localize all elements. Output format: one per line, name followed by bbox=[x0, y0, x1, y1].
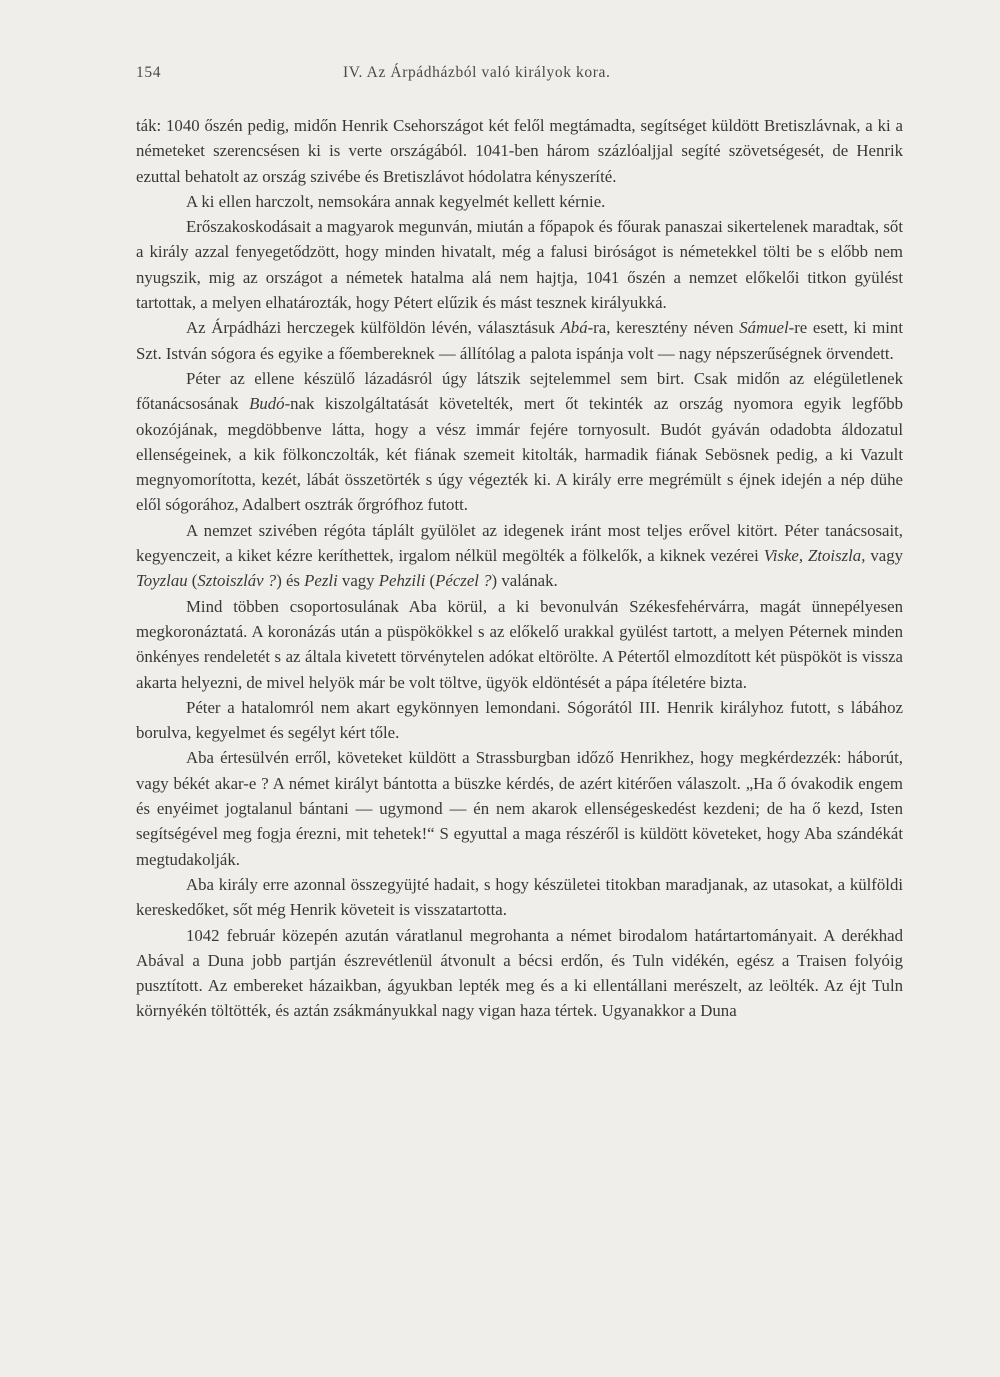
italic-name: Sámuel bbox=[739, 318, 789, 338]
italic-name: Sztoiszláv ? bbox=[197, 571, 277, 591]
paragraph bbox=[136, 366, 903, 518]
italic-name: Budó bbox=[249, 394, 285, 414]
paragraph-text: ) és bbox=[276, 571, 305, 591]
paragraph-text: -re esett, ki mint Szt. István sógora és egyike a főembereknek — állítólag a palota ispánja volt — nagy népszerűségnek örvendett. bbox=[136, 318, 903, 363]
paragraph-text: vagy bbox=[865, 546, 904, 566]
paragraph bbox=[136, 923, 903, 1024]
paragraph-text: Erőszakoskodásait a magyarok megunván, miután a főpapok és főurak panaszai sikertelenek maradtak, sőt a király azzal fenyegetődzött, hogy minden hivatalt, még a falusi biróságot is németekkel tölti be s előbb nem nyugszik, mig az országot a németek hatalma alá nem hajtja, 1041 őszén a nemzet előkelői titkon gyülést tartottak, a melyen elhatározták, hogy Pétert elűzik és mást tesznek királyukká. bbox=[136, 217, 903, 313]
paragraph-text: A nemzet szivében régóta táplált gyülölet az idegenek iránt most teljes erővel kitört. Péter tanácsosait, kegyenczeit, a kiket kézre keríthettek, irgalom nélkül megölték a fölkelők, a kiknek vezérei bbox=[136, 520, 903, 566]
paragraph-text: 1042 február közepén azután váratlanul megrohanta a német birodalom határtartományait. A derékhad Abával a Duna jobb partján észrevétlenül átvonult a bécsi erdőn, és Tuln vidékén, egész a Traisen folyóig pusztított. Az embereket házaikban, ágyukban lepték meg és a ki ellentállani merészelt, az leölték. Az éjt Tuln környékén töltötték, és aztán zsákmányukkal nagy vigan haza tértek. Ugyanakkor a Duna bbox=[136, 925, 903, 1021]
paragraph-text: ( bbox=[425, 571, 436, 591]
paragraph-text: Péter a hatalomról nem akart egykönnyen lemondani. Sógorától III. Henrik királyhoz futott, s lábához borulva, kegyelmet és segélyt kért tőle. bbox=[136, 697, 903, 743]
paragraph-text: -ra, keresztény néven bbox=[587, 318, 740, 338]
paragraph bbox=[136, 518, 903, 594]
page-number: 154 bbox=[136, 64, 162, 81]
italic-name: Pehzili bbox=[378, 571, 426, 591]
paragraph bbox=[136, 113, 903, 189]
paragraph bbox=[136, 745, 903, 871]
paragraph-text: Aba értesülvén erről, követeket küldött a Strassburgban időző Henrikhez, hogy megkérdezzék: háborút, vagy békét akar-e ? A német királyt bántotta a büszke kérdés, de azért kitérően válaszolt. „Ha ő óvakodik engem és enyéimet jogtalanul bántani — ugymond — én nem akarok ellenségeskedést kezdeni; de ha ő kezd, Isten segítségével meg fogja érezni, mit tehetek!“ S egyuttal a maga részéről is küldött követeket, hogy Aba szándékát megtudakolják. bbox=[136, 748, 903, 869]
italic-name: Pezli bbox=[304, 571, 338, 591]
italic-name: Abá bbox=[560, 318, 588, 338]
paragraph-text: Az Árpádházi herczegek külföldön lévén, választásuk bbox=[186, 318, 561, 338]
paragraph bbox=[136, 594, 903, 695]
paragraph bbox=[136, 695, 903, 746]
paragraph-text: -nak kiszolgáltatását követelték, mert őt tekinték az ország nyomora egyik legfőbb okozójának, megdöbbenve látta, hogy a vész immár fejére tornyosult. Budót gyáván odadobta áldozatul ellenségeinek, a kik fölkonczolták, két fiának szemeit kitolták, harmadik fiának Sebösnek pedig, a ki Vazult megnyomorította, kezét, lábát összetörték s úgy végezték ki. A király erre megrémült s éjnek idején a nép dühe elől sógorához, Adalbert osztrák őrgrófhoz futott. bbox=[136, 394, 903, 515]
paragraph-text: ( bbox=[187, 571, 198, 591]
paragraph-text: ták: 1040 őszén pedig, midőn Henrik Csehországot két felől megtámadta, segítséget küldött Bretiszlávnak, a ki a németeket szerencsésen ki is verte országából. 1041-ben három százlóaljjal segíté szövetségesét, de Henrik ezuttal behatolt az ország szivébe és Bretiszlávot hódolatra kényszeríté. bbox=[136, 116, 903, 186]
paragraph-text: Aba király erre azonnal összegyüjté hadait, s hogy készületei titokban maradjanak, az utasokat, a külföldi kereskedőket, sőt még Henrik követeit is visszatartotta. bbox=[136, 874, 903, 920]
italic-name: Viske, Ztoiszla, bbox=[763, 546, 866, 566]
paragraph-text: ) valának. bbox=[491, 571, 558, 591]
paragraph-text: Péter az ellene készülő lázadásról úgy látszik sejtelemmel sem birt. Csak midőn az elégületlenek főtanácsosának bbox=[136, 368, 903, 414]
italic-name: Péczel ? bbox=[435, 571, 492, 591]
italic-name: Toyzlau bbox=[136, 571, 188, 591]
paragraph bbox=[136, 189, 903, 214]
paragraph bbox=[136, 214, 903, 315]
running-head bbox=[136, 64, 904, 86]
paragraph bbox=[136, 872, 903, 923]
paragraph-text: vagy bbox=[337, 571, 379, 591]
paragraph-text: A ki ellen harczolt, nemsokára annak kegyelmét kellett kérnie. bbox=[186, 191, 606, 211]
body-text bbox=[136, 113, 903, 1024]
paragraph-text: Mind többen csoportosulának Aba körül, a ki bevonulván Székesfehérvárra, magát ünnepélyesen megkoronáztatá. A koronázás után a püspökökkel s az előkelő urakkal gyülést tartott, a melyen Péternek minden önkényes rendeletét s az általa kivetett törvénytelen adókat eltörölte. A Pétertől elmozdított két püspököt is vissza akarta helyezni, de mivel helyök már be volt töltve, ügyök eldöntését a pápa ítéletére bizta. bbox=[136, 596, 903, 692]
paragraph bbox=[136, 315, 903, 366]
chapter-title: IV. Az Árpádházból való királyok kora. bbox=[343, 64, 611, 81]
